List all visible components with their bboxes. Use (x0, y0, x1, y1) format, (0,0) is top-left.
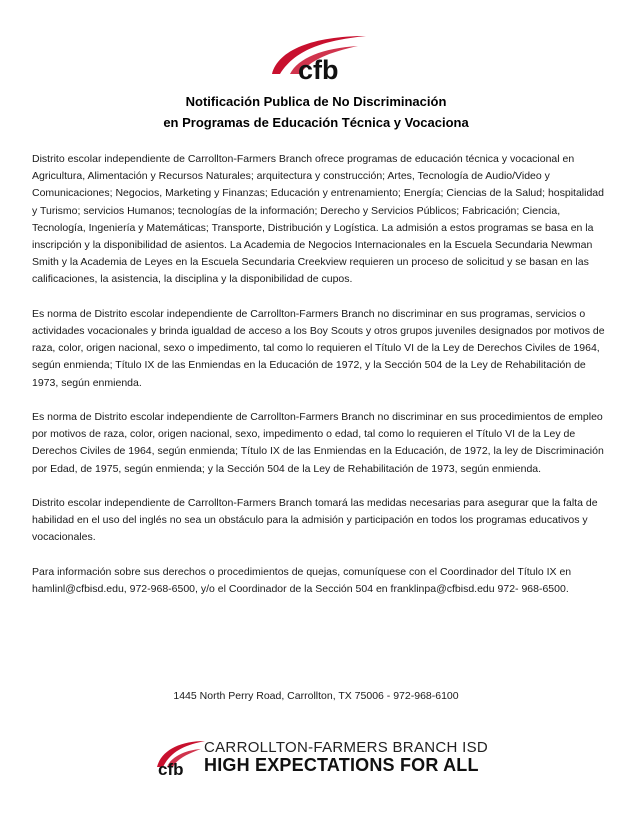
district-name: CARROLLTON-FARMERS BRANCH ISD (204, 739, 489, 756)
logo-text: cfb (298, 55, 339, 82)
paragraph-programs: Distrito escolar independiente de Carrollton-Farmers Branch ofrece programas de educación técnica y vocacional en Agricultura, Alimentación y Recursos Naturales; arquitectura y construcción; Artes, Tecnología de Audio/Video y Comunicaciones; Negocios, Marketing y Finanzas; Educación y entrenamiento; Energía; Ciencias de la Salud; hospitalidad y Turismo; servicios Humanos; tecnologías de la información; Derecho y Servicios Públicos; Fabricación; Ciencia, Tecnología, Ingeniería y Matemáticas; Transporte, Distribución y Logística. La admisión a estos programas se basa en la inscripción y la disponibilidad de asientos. La Academia de Negocios Internacionales en la Escuela Secundaria Newman Smith y la Academia de Leyes en la Escuela Secundaria Creekview requieren un proceso de solicitud y se basan en las calificaciones, la asistencia, la disciplina y la disponibilidad de cupos. (32, 153, 604, 286)
page-title-line2: en Programas de Educación Técnica y Vocaciona (163, 115, 469, 130)
district-motto: HIGH EXPECTATIONS FOR ALL (204, 755, 479, 775)
page-title-line1: Notificación Publica de No Discriminación (185, 94, 447, 109)
paragraph-english-language: Distrito escolar independiente de Carrollton-Farmers Branch tomará las medidas necesarias para asegurar que la falta de habilidad en el uso del inglés no sea un obstáculo para la admisión y participación en todos los programas educativos y vocacionales. (32, 497, 598, 544)
paragraph-contact-info: Para información sobre sus derechos o procedimientos de quejas, comuníquese con el Coordinador del Título IX en hamlinl@cfbisd.edu, 972-968-6500, y/o el Coordinador de la Sección 504 en franklinpa@cfbisd.edu 972- 968-6500. (32, 565, 572, 596)
district-address: 1445 North Perry Road, Carrollton, TX 75006 - 972-968-6100 (173, 690, 459, 702)
logo-text: cfb (158, 760, 184, 777)
cfb-logo-top (268, 30, 368, 82)
paragraph-employment-policy: Es norma de Distrito escolar independiente de Carrollton-Farmers Branch no discriminar en sus procedimientos de empleo por motivos de raza, color, origen nacional, sexo, impedimento o edad, tal como lo requieren el Título VI de la Ley de Derechos Civiles de 1964, según enmienda; Título IX de las Enmiendas en la Educación, de 1972, la ley de Discriminación por Edad, de 1975, según enmienda; y la Sección 504 de la Ley de Rehabilitación de 1973, según enmienda. (32, 411, 604, 475)
notice-body (32, 151, 606, 615)
paragraph-vocational-policy: Es norma de Distrito escolar independiente de Carrollton-Farmers Branch no discriminar en sus programas, servicios o actividades vocacionales y brinda igualdad de acceso a los Boy Scouts y otros grupos juveniles designados por motivos de raza, color, origen nacional, sexo o impedimento, tal como lo requieren el Título VI de la Ley de Derechos Civiles de 1964, según enmienda; Título IX de las Enmiendas en la Educación de 1972, y la Sección 504 de la Ley de Rehabilitación de 1973, según enmienda. (32, 307, 605, 389)
cfb-logo-bottom (155, 737, 205, 777)
